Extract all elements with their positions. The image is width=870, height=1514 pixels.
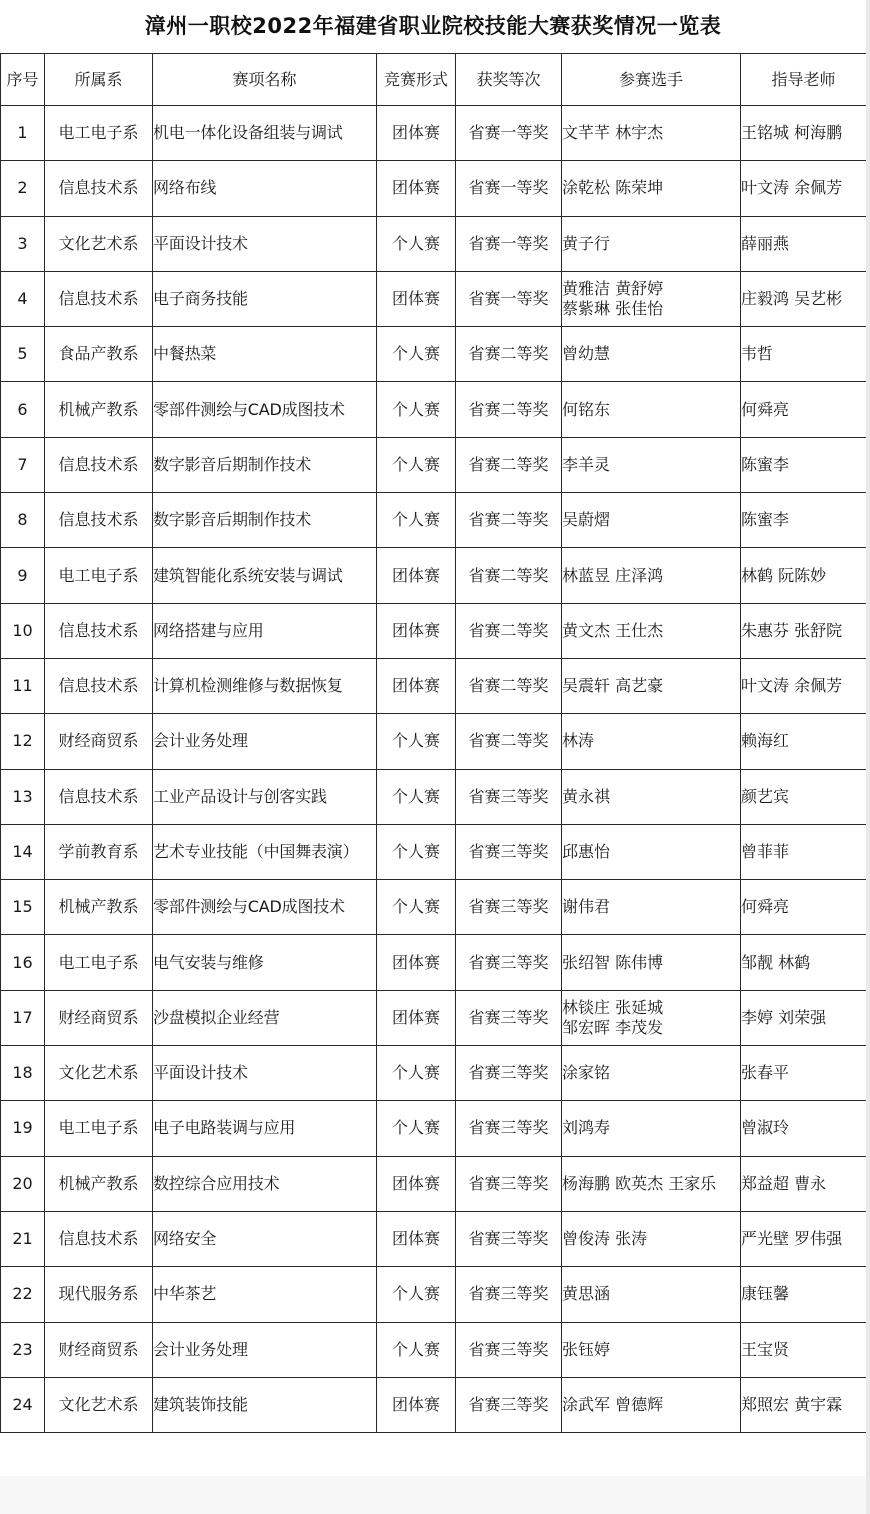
- player-names-line: 林蓝昱 庄泽鸿: [562, 565, 664, 585]
- cell-teachers: 陈蜜李: [741, 437, 867, 492]
- cell-event: 网络布线: [153, 161, 377, 216]
- table-row: [1, 1377, 867, 1432]
- cell-teachers: 严光壁 罗伟强: [741, 1211, 867, 1266]
- cell-department: 信息技术系: [45, 161, 153, 216]
- cell-format: 团体赛: [377, 271, 456, 326]
- cell-format: 个人赛: [377, 216, 456, 271]
- cell-players: [562, 382, 741, 437]
- player-names-line: 邹宏晖 李茂发: [562, 1017, 664, 1037]
- cell-award: 省赛三等奖: [456, 1322, 562, 1377]
- cell-format: 团体赛: [377, 161, 456, 216]
- cell-players: [562, 935, 741, 990]
- cell-department: 机械产教系: [45, 1156, 153, 1211]
- cell-players: [562, 1322, 741, 1377]
- cell-event: 中华茶艺: [153, 1267, 377, 1322]
- table-row: [1, 1267, 867, 1322]
- cell-teachers: 叶文涛 余佩芳: [741, 161, 867, 216]
- cell-format: 团体赛: [377, 1211, 456, 1266]
- cell-award: 省赛三等奖: [456, 824, 562, 879]
- cell-award: 省赛一等奖: [456, 271, 562, 326]
- cell-teachers: 韦哲: [741, 327, 867, 382]
- cell-department: 财经商贸系: [45, 1322, 153, 1377]
- cell-format: 个人赛: [377, 1322, 456, 1377]
- cell-no: 21: [1, 1211, 45, 1266]
- cell-event: 电气安装与维修: [153, 935, 377, 990]
- cell-no: 11: [1, 658, 45, 713]
- cell-players: [562, 714, 741, 769]
- player-names-line: 蔡紫琳 张佳怡: [562, 299, 664, 319]
- cell-format: 个人赛: [377, 382, 456, 437]
- cell-event: 中餐热菜: [153, 327, 377, 382]
- page-edge: [866, 0, 870, 1514]
- cell-award: 省赛三等奖: [456, 935, 562, 990]
- cell-format: 团体赛: [377, 935, 456, 990]
- cell-no: 2: [1, 161, 45, 216]
- cell-no: 13: [1, 769, 45, 824]
- table-row: [1, 271, 867, 326]
- cell-no: 20: [1, 1156, 45, 1211]
- cell-department: 学前教育系: [45, 824, 153, 879]
- cell-department: 信息技术系: [45, 658, 153, 713]
- cell-teachers: 康钰馨: [741, 1267, 867, 1322]
- cell-players: [562, 161, 741, 216]
- cell-players: [562, 1046, 741, 1101]
- table-row: [1, 548, 867, 603]
- cell-event: 会计业务处理: [153, 1322, 377, 1377]
- cell-teachers: 赖海红: [741, 714, 867, 769]
- table-row: [1, 1322, 867, 1377]
- player-names-line: 张绍智 陈伟博: [562, 952, 664, 972]
- header-department: 所属系: [45, 54, 153, 106]
- cell-players: [562, 493, 741, 548]
- table-body: [1, 106, 867, 1433]
- player-names-line: 曾俊涛 张涛: [562, 1229, 648, 1249]
- cell-award: 省赛二等奖: [456, 603, 562, 658]
- table-row: [1, 769, 867, 824]
- player-names-line: 杨海鹏 欧英杰 王家乐: [562, 1173, 717, 1193]
- cell-event: 平面设计技术: [153, 216, 377, 271]
- cell-no: 24: [1, 1377, 45, 1432]
- cell-event: 艺术专业技能（中国舞表演）: [153, 824, 377, 879]
- cell-event: 机电一体化设备组装与调试: [153, 106, 377, 161]
- cell-players: [562, 1101, 741, 1156]
- cell-teachers: 庄毅鸿 吴艺彬: [741, 271, 867, 326]
- cell-department: 文化艺术系: [45, 216, 153, 271]
- cell-teachers: 何舜亮: [741, 382, 867, 437]
- player-names-line: 黄雅洁 黄舒婷: [562, 279, 664, 299]
- header-award: 获奖等次: [456, 54, 562, 106]
- cell-no: 23: [1, 1322, 45, 1377]
- cell-format: 团体赛: [377, 1377, 456, 1432]
- header-no: 序号: [1, 54, 45, 106]
- table-row: [1, 603, 867, 658]
- cell-players: [562, 1267, 741, 1322]
- player-names-line: 黄永祺: [562, 786, 611, 806]
- player-names-line: 刘鸿寿: [562, 1118, 611, 1138]
- cell-award: 省赛二等奖: [456, 327, 562, 382]
- cell-event: 数字影音后期制作技术: [153, 437, 377, 492]
- player-names-line: 吴蔚熠: [562, 510, 611, 530]
- player-names-line: 黄文杰 王仕杰: [562, 620, 664, 640]
- cell-format: 团体赛: [377, 990, 456, 1045]
- cell-event: 建筑智能化系统安装与调试: [153, 548, 377, 603]
- cell-teachers: 陈蜜李: [741, 493, 867, 548]
- cell-no: 15: [1, 880, 45, 935]
- table-row: [1, 327, 867, 382]
- cell-award: 省赛三等奖: [456, 990, 562, 1045]
- player-names-line: 何铭东: [562, 399, 611, 419]
- cell-department: 信息技术系: [45, 493, 153, 548]
- cell-players: [562, 1211, 741, 1266]
- player-names-line: 涂家铭: [562, 1063, 611, 1083]
- cell-award: 省赛三等奖: [456, 1211, 562, 1266]
- cell-department: 财经商贸系: [45, 714, 153, 769]
- cell-teachers: 张春平: [741, 1046, 867, 1101]
- cell-format: 个人赛: [377, 714, 456, 769]
- cell-award: 省赛二等奖: [456, 658, 562, 713]
- table-row: [1, 935, 867, 990]
- table-row: [1, 990, 867, 1045]
- document-title: 漳州一职校2022年福建省职业院校技能大赛获奖情况一览表: [144, 14, 722, 38]
- header-format: 竞赛形式: [377, 54, 456, 106]
- cell-no: 18: [1, 1046, 45, 1101]
- cell-award: 省赛一等奖: [456, 106, 562, 161]
- cell-format: 团体赛: [377, 106, 456, 161]
- cell-event: 数字影音后期制作技术: [153, 493, 377, 548]
- cell-teachers: 朱惠芬 张舒院: [741, 603, 867, 658]
- table-row: [1, 493, 867, 548]
- cell-department: 信息技术系: [45, 769, 153, 824]
- cell-event: 沙盘模拟企业经营: [153, 990, 377, 1045]
- cell-event: 数控综合应用技术: [153, 1156, 377, 1211]
- cell-teachers: 郑照宏 黄宇霖: [741, 1377, 867, 1432]
- cell-teachers: 邹靓 林鹤: [741, 935, 867, 990]
- cell-department: 财经商贸系: [45, 990, 153, 1045]
- cell-department: 现代服务系: [45, 1267, 153, 1322]
- cell-department: 机械产教系: [45, 382, 153, 437]
- cell-no: 6: [1, 382, 45, 437]
- table-row: [1, 658, 867, 713]
- cell-department: 电工电子系: [45, 106, 153, 161]
- cell-players: [562, 106, 741, 161]
- table-row: [1, 1101, 867, 1156]
- player-names-line: 林锬庄 张延城: [562, 997, 664, 1017]
- cell-award: 省赛三等奖: [456, 1101, 562, 1156]
- cell-players: [562, 824, 741, 879]
- player-names-line: 吴震轩 高艺豪: [562, 676, 664, 696]
- table-row: [1, 437, 867, 492]
- player-names-line: 黄子行: [562, 233, 611, 253]
- table-row: [1, 880, 867, 935]
- cell-event: 建筑装饰技能: [153, 1377, 377, 1432]
- player-names-line: 邱惠怡: [562, 842, 611, 861]
- player-names-line: 文芊芊 林宇杰: [562, 123, 664, 143]
- header-players: 参赛选手: [562, 54, 741, 106]
- cell-department: 电工电子系: [45, 1101, 153, 1156]
- cell-department: 文化艺术系: [45, 1377, 153, 1432]
- cell-event: 工业产品设计与创客实践: [153, 769, 377, 824]
- cell-format: 个人赛: [377, 1046, 456, 1101]
- player-names-line: 李羊灵: [562, 454, 611, 474]
- table-row: [1, 1156, 867, 1211]
- cell-event: 平面设计技术: [153, 1046, 377, 1101]
- player-names-line: 涂乾松 陈荣坤: [562, 178, 664, 198]
- cell-format: 个人赛: [377, 327, 456, 382]
- cell-players: [562, 1156, 741, 1211]
- cell-award: 省赛三等奖: [456, 1267, 562, 1322]
- cell-department: 信息技术系: [45, 603, 153, 658]
- cell-players: [562, 437, 741, 492]
- cell-department: 食品产教系: [45, 327, 153, 382]
- cell-format: 个人赛: [377, 824, 456, 879]
- cell-no: 1: [1, 106, 45, 161]
- cell-players: [562, 327, 741, 382]
- cell-award: 省赛三等奖: [456, 880, 562, 935]
- cell-format: 个人赛: [377, 437, 456, 492]
- cell-no: 22: [1, 1267, 45, 1322]
- cell-teachers: 李婷 刘荣强: [741, 990, 867, 1045]
- cell-players: [562, 658, 741, 713]
- cell-teachers: 林鹤 阮陈妙: [741, 548, 867, 603]
- cell-no: 17: [1, 990, 45, 1045]
- player-names-line: 黄思涵: [562, 1284, 611, 1304]
- player-names-line: 林涛: [562, 731, 595, 751]
- cell-teachers: 叶文涛 余佩芳: [741, 658, 867, 713]
- table-row: [1, 382, 867, 437]
- cell-event: 网络搭建与应用: [153, 603, 377, 658]
- table-row: [1, 161, 867, 216]
- table-row: [1, 106, 867, 161]
- table-row: [1, 1046, 867, 1101]
- cell-players: [562, 769, 741, 824]
- cell-department: 机械产教系: [45, 880, 153, 935]
- cell-award: 省赛一等奖: [456, 161, 562, 216]
- cell-event: 计算机检测维修与数据恢复: [153, 658, 377, 713]
- cell-players: [562, 271, 741, 326]
- cell-no: 8: [1, 493, 45, 548]
- cell-department: 电工电子系: [45, 548, 153, 603]
- player-names-line: 张钰婷: [562, 1339, 611, 1359]
- cell-no: 19: [1, 1101, 45, 1156]
- cell-event: 电子电路装调与应用: [153, 1101, 377, 1156]
- cell-teachers: 何舜亮: [741, 880, 867, 935]
- table-row: [1, 824, 867, 879]
- cell-format: 团体赛: [377, 548, 456, 603]
- cell-format: 团体赛: [377, 1156, 456, 1211]
- table-row: [1, 216, 867, 271]
- cell-players: [562, 603, 741, 658]
- cell-format: 个人赛: [377, 769, 456, 824]
- cell-no: 4: [1, 271, 45, 326]
- player-names-line: 曾幼慧: [562, 344, 611, 364]
- cell-event: 零部件测绘与CAD成图技术: [153, 382, 377, 437]
- cell-no: 5: [1, 327, 45, 382]
- cell-event: 零部件测绘与CAD成图技术: [153, 880, 377, 935]
- cell-department: 信息技术系: [45, 1211, 153, 1266]
- cell-players: [562, 216, 741, 271]
- player-names-line: 涂武军 曾德辉: [562, 1394, 664, 1414]
- cell-award: 省赛二等奖: [456, 437, 562, 492]
- cell-teachers: 郑益超 曹永: [741, 1156, 867, 1211]
- player-names-line: 谢伟君: [562, 897, 611, 917]
- cell-format: 个人赛: [377, 493, 456, 548]
- cell-award: 省赛三等奖: [456, 769, 562, 824]
- cell-department: 电工电子系: [45, 935, 153, 990]
- cell-department: 信息技术系: [45, 271, 153, 326]
- cell-teachers: 王宝贤: [741, 1322, 867, 1377]
- cell-award: 省赛二等奖: [456, 714, 562, 769]
- cell-award: 省赛三等奖: [456, 1046, 562, 1101]
- cell-teachers: 曾菲菲: [741, 824, 867, 879]
- cell-no: 16: [1, 935, 45, 990]
- cell-teachers: 王铭城 柯海鹏: [741, 106, 867, 161]
- cell-event: 会计业务处理: [153, 714, 377, 769]
- cell-award: 省赛二等奖: [456, 493, 562, 548]
- cell-players: [562, 880, 741, 935]
- cell-event: 网络安全: [153, 1211, 377, 1266]
- cell-no: 10: [1, 603, 45, 658]
- cell-event: 电子商务技能: [153, 271, 377, 326]
- cell-teachers: 曾淑玲: [741, 1101, 867, 1156]
- cell-no: 7: [1, 437, 45, 492]
- cell-players: [562, 990, 741, 1045]
- cell-format: 个人赛: [377, 880, 456, 935]
- cell-department: 文化艺术系: [45, 1046, 153, 1101]
- table-row: [1, 714, 867, 769]
- cell-award: 省赛三等奖: [456, 1377, 562, 1432]
- table-row: [1, 1211, 867, 1266]
- page-bottom-margin: [0, 1476, 866, 1514]
- cell-no: 12: [1, 714, 45, 769]
- cell-teachers: 颜艺宾: [741, 769, 867, 824]
- cell-no: 9: [1, 548, 45, 603]
- cell-no: 3: [1, 216, 45, 271]
- cell-players: [562, 548, 741, 603]
- cell-format: 个人赛: [377, 1267, 456, 1322]
- cell-award: 省赛二等奖: [456, 548, 562, 603]
- cell-players: [562, 1377, 741, 1432]
- header-teachers: 指导老师: [741, 54, 867, 106]
- cell-format: 团体赛: [377, 603, 456, 658]
- cell-format: 团体赛: [377, 658, 456, 713]
- cell-award: 省赛一等奖: [456, 216, 562, 271]
- cell-no: 14: [1, 824, 45, 879]
- award-table: [0, 53, 867, 1433]
- cell-format: 个人赛: [377, 1101, 456, 1156]
- cell-award: 省赛三等奖: [456, 1156, 562, 1211]
- cell-teachers: 薛丽燕: [741, 216, 867, 271]
- cell-department: 信息技术系: [45, 437, 153, 492]
- table-header-row: [1, 54, 867, 106]
- cell-award: 省赛二等奖: [456, 382, 562, 437]
- header-event: 赛项名称: [153, 54, 377, 106]
